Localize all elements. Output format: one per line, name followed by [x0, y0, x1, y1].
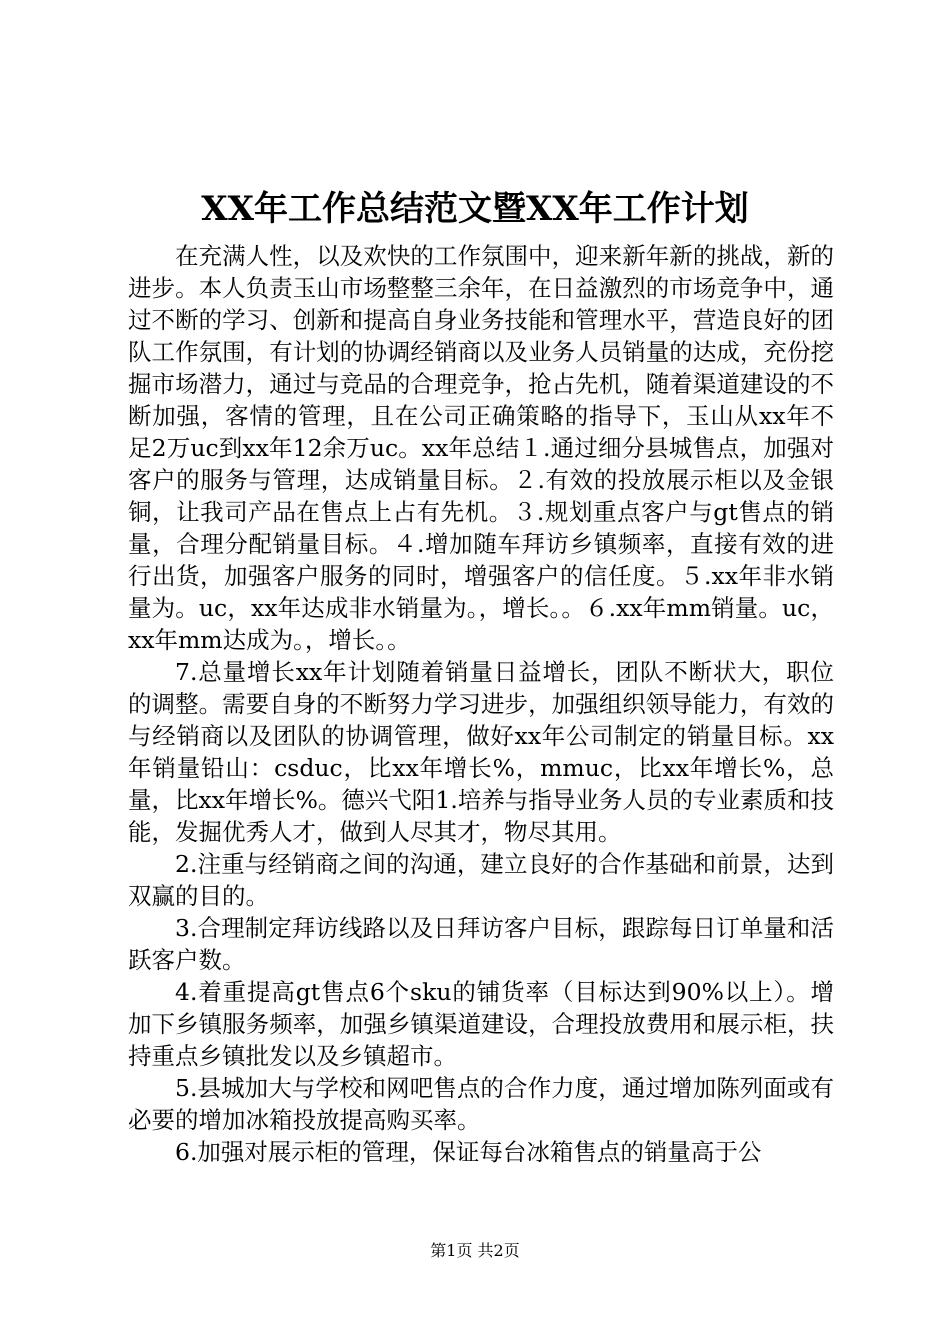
document-title: XX年工作总结范文暨XX年工作计划	[201, 189, 749, 229]
paragraph: 在充满人性，以及欢快的工作氛围中，迎来新年新的挑战，新的进步。本人负责玉山市场整整三余年，在日益激烈的市场竞争中，通过不断的学习、创新和提高自身业务技能和管理水平，营造良好的团队工作氛围，有计划的协调经销商以及业务人员销量的达成，充份挖掘市场潜力，通过与竞品的合理竞争，抢占先机，随着渠道建设的不断加强，客情的管理，且在公司正确策略的指导下，玉山从xx年不足2万uc到xx年12余万uc。xx年总结１.通过细分县城售点，加强对客户的服务与管理，达成销量目标。２.有效的投放展示柜以及金银铜，让我司产品在售点上占有先机。３.规划重点客户与gt售点的销量，合理分配销量目标。４.增加随车拜访乡镇频率，直接有效的进行出货，加强客户服务的同时，增强客户的信任度。５.xx年非水销量为。uc，xx年达成非水销量为。，增长。。６.xx年mm销量。uc，xx年mm达成为。，增长。。	[128, 242, 834, 654]
paragraph: 7.总量增长xx年计划随着销量日益增长，团队不断状大，职位的调整。需要自身的不断努力学习进步，加强组织领导能力，有效的与经销商以及团队的协调管理，做好xx年公司制定的销量目标。xx年销量铅山：csduc，比xx年增长%，mmuc，比xx年增长%，总量，比xx年增长%。德兴弋阳1.培养与指导业务人员的专业素质和技能，发掘优秀人才，做到人尽其才，物尽其用。	[128, 658, 834, 846]
paragraph: 2.注重与经销商之间的沟通，建立良好的合作基础和前景，达到双赢的目的。	[128, 850, 834, 910]
page-footer: 第1页 共2页	[430, 1241, 520, 1260]
paragraph: 4.着重提高gt售点6个sku的铺货率（目标达到90%以上）。增加下乡镇服务频率，加强乡镇渠道建设，合理投放费用和展示柜，扶持重点乡镇批发以及乡镇超市。	[128, 978, 834, 1070]
paragraph: 6.加强对展示柜的管理，保证每台冰箱售点的销量高于公	[175, 1138, 762, 1166]
paragraph: 5.县城加大与学校和网吧售点的合作力度，通过增加陈列面或有必要的增加冰箱投放提高购买率。	[128, 1074, 834, 1134]
paragraph: 3.合理制定拜访线路以及日拜访客户目标，跟踪每日订单量和活跃客户数。	[128, 914, 834, 974]
document-body	[128, 240, 834, 1168]
